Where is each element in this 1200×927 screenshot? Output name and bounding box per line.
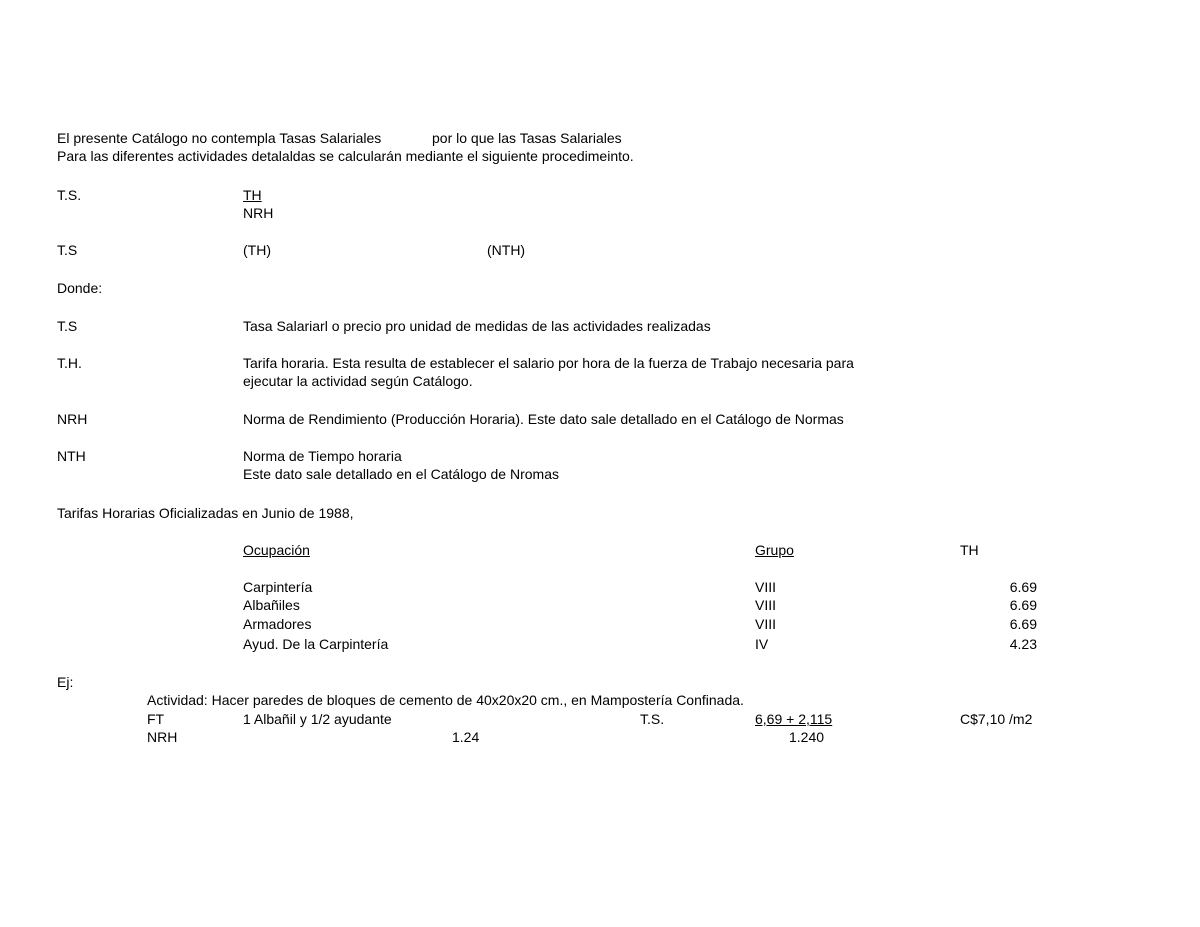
table-header-ocupacion: Ocupación xyxy=(243,542,310,558)
table-cell-th: 4.23 xyxy=(1009,636,1037,652)
intro-line-1b: por lo que las Tasas Salariales xyxy=(432,130,622,146)
formula2-right: (NTH) xyxy=(487,242,526,258)
donde-label: Donde: xyxy=(57,280,103,296)
example-ft-label: FT xyxy=(147,711,165,727)
definition-text: ejecutar la actividad según Catálogo. xyxy=(243,373,473,389)
example-activity: Actividad: Hacer paredes de bloques de cemento de 40x20x20 cm., en Mampostería Confinada. xyxy=(147,692,744,708)
table-cell-grupo: IV xyxy=(755,636,769,652)
intro-line-1a: El presente Catálogo no contempla Tasas Salariales xyxy=(57,130,382,146)
table-cell-th: 6.69 xyxy=(1009,579,1037,595)
definition-text: Este dato sale detallado en el Catálogo de Nromas xyxy=(243,466,559,482)
definition-text: Norma de Rendimiento (Producción Horaria). Este dato sale detallado en el Catálogo de Normas xyxy=(243,411,844,427)
table-cell-grupo: VIII xyxy=(755,616,777,632)
table-cell-grupo: VIII xyxy=(755,597,777,613)
formula1-denominator: NRH xyxy=(243,205,274,221)
table-cell-ocupacion: Armadores xyxy=(243,616,312,632)
table-header-grupo: Grupo xyxy=(755,542,794,558)
example-ts-numerator: 6,69 + 2,115 xyxy=(755,711,833,727)
definition-term: NTH xyxy=(57,448,86,464)
table-cell-th: 6.69 xyxy=(1009,597,1037,613)
tarifas-title: Tarifas Horarias Oficializadas en Junio de 1988, xyxy=(57,505,354,521)
table-cell-grupo: VIII xyxy=(755,579,777,595)
table-cell-ocupacion: Ayud. De la Carpintería xyxy=(243,636,389,652)
table-header-th: TH xyxy=(960,542,979,558)
example-ts-label: T.S. xyxy=(640,711,665,727)
formula2-label: T.S xyxy=(57,242,78,258)
example-nrh-label: NRH xyxy=(147,729,178,745)
definition-text: Tasa Salariarl o precio pro unidad de medidas de las actividades realizadas xyxy=(243,318,711,334)
example-ts-result: C$7,10 /m2 xyxy=(960,711,1033,727)
definition-term: T.S xyxy=(57,318,78,334)
formula1-numerator: TH xyxy=(243,187,262,203)
intro-line-2: Para las diferentes actividades detalaldas se calcularán mediante el siguiente procedimeinto. xyxy=(57,148,634,164)
example-ft-value: 1 Albañil y 1/2 ayudante xyxy=(243,711,392,727)
example-nrh-value: 1.24 xyxy=(452,729,480,745)
formula1-label: T.S. xyxy=(57,187,82,203)
definition-text: Tarifa horaria. Esta resulta de establecer el salario por hora de la fuerza de Trabajo necesaria para xyxy=(243,355,854,371)
definition-term: T.H. xyxy=(57,355,82,371)
definition-term: NRH xyxy=(57,411,88,427)
example-ts-denominator: 1.240 xyxy=(789,729,825,745)
formula2-left: (TH) xyxy=(243,242,271,258)
example-label: Ej: xyxy=(57,674,74,690)
table-cell-ocupacion: Carpintería xyxy=(243,579,313,595)
table-cell-ocupacion: Albañiles xyxy=(243,597,300,613)
definition-text: Norma de Tiempo horaria xyxy=(243,448,402,464)
table-cell-th: 6.69 xyxy=(1009,616,1037,632)
